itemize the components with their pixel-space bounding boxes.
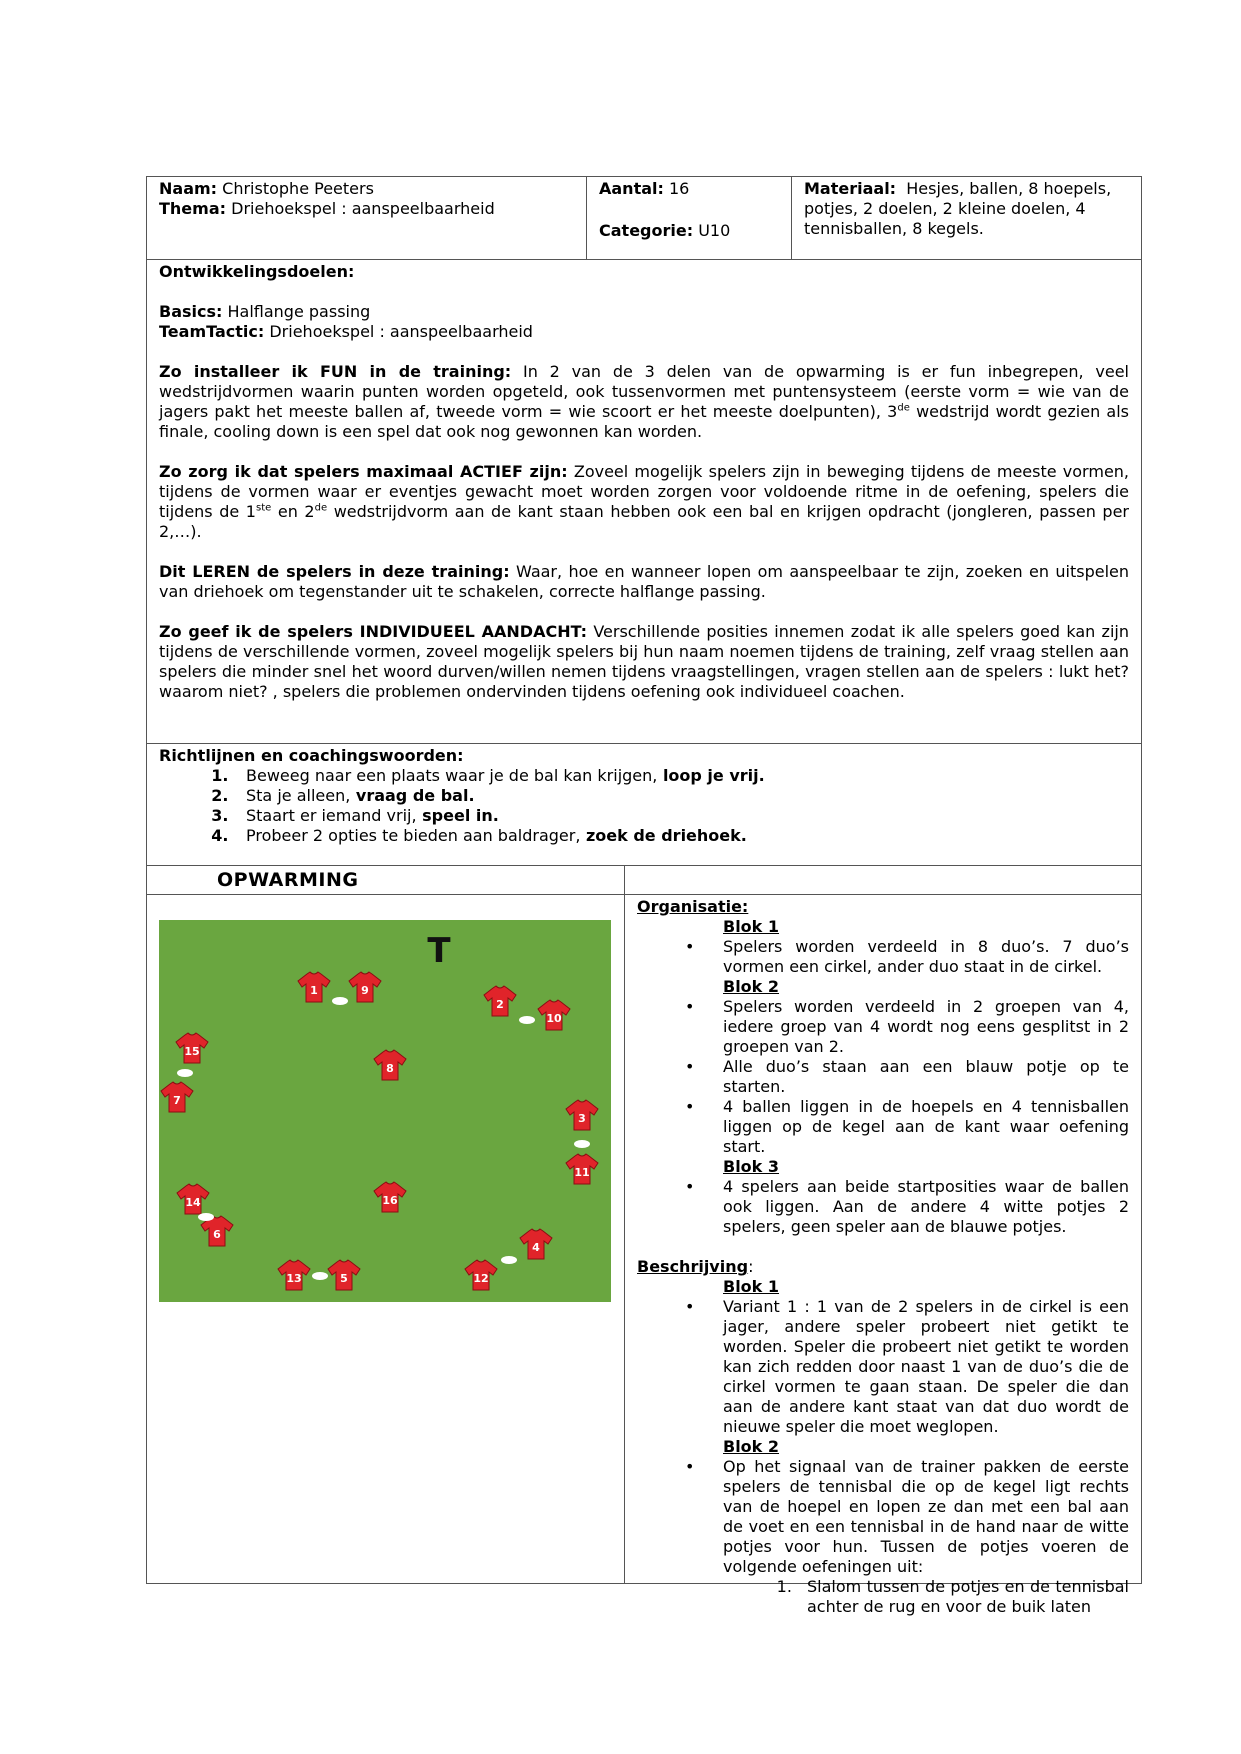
list-item: 1. Slalom tussen de potjes en de tennisbal achter de rug en voor de buik laten [797, 1577, 1129, 1617]
besch-sub-list [637, 1577, 1129, 1617]
naam-value: Christophe Peeters [222, 179, 374, 198]
coaching-item-text: Sta je alleen, [246, 786, 351, 805]
opwarming-header-empty [625, 866, 1141, 894]
aantal-label: Aantal: [599, 179, 664, 198]
basics-value: Halflange passing [227, 302, 371, 321]
goals-section [147, 260, 1141, 744]
cone-marker [312, 1272, 328, 1280]
list-item: • 4 ballen liggen in de hoepels en 4 tennisballen liggen op de kegel aan de kant waar oefening start. [723, 1097, 1129, 1157]
cone-marker [574, 1140, 590, 1148]
fun-paragraph [159, 362, 1129, 442]
teamtactic-value: Driehoekspel : aanspeelbaarheid [269, 322, 533, 341]
leren-label: Dit LEREN de spelers in deze training: [159, 562, 510, 581]
fun-text-b: wedstrijd wordt gezien als finale, cooling down is een spel dat ook nog gewonnen kan worden. [159, 402, 1130, 441]
basics-label: Basics: [159, 302, 223, 321]
naam-label: Naam: [159, 179, 218, 198]
coaching-item-bold: vraag de bal. [355, 786, 475, 805]
coaching-title: Richtlijnen en coachingswoorden: [159, 746, 464, 765]
name-theme-cell [147, 177, 587, 259]
coaching-item-text: Probeer 2 opties te bieden aan baldrager, [246, 826, 581, 845]
player-number: 11 [574, 1166, 590, 1179]
trainer-label: T [427, 931, 451, 971]
player-number: 10 [546, 1012, 562, 1025]
actief-label: Zo zorg ik dat spelers maximaal ACTIEF zijn: [159, 462, 568, 481]
indiv-text: Verschillende posities innemen zodat ik alle spelers goed kan zijn tijdens de verschillende vormen, zoveel mogelijk spelers bij hun naam noemen tijdens de training, zelf vraag stellen aan spelers die minder snel het woord durven/willen nemen tijdens vraagstellingen, vragen stellen aan de spelers : lukt het? waarom niet? , spelers die problemen ondervinden tijdens oefening ook individueel coachen. [159, 622, 1129, 701]
coaching-item [234, 766, 1129, 786]
coaching-item-bold: speel in. [422, 806, 499, 825]
instructions-cell [625, 895, 1141, 1616]
besch-blok1-list [637, 1297, 1129, 1437]
cone-marker [332, 997, 348, 1005]
cone-marker [198, 1213, 214, 1221]
fun-sup: de [897, 402, 910, 414]
player-number: 16 [382, 1194, 398, 1207]
cone-marker [501, 1256, 517, 1264]
beschrijving-colon: : [748, 1257, 754, 1276]
organisatie-title: Organisatie: [637, 897, 749, 916]
indiv-label: Zo geef ik de spelers INDIVIDUEEL AANDACHT: [159, 622, 588, 641]
coaching-item-bold: loop je vrij. [662, 766, 765, 785]
fun-label: Zo installeer ik FUN in de training: [159, 362, 512, 381]
categorie-label: Categorie: [599, 221, 694, 240]
list-item: • Alle duo’s staan aan een blauw potje op te starten. [723, 1057, 1129, 1097]
player-number: 13 [286, 1272, 302, 1285]
field-diagram-cell [147, 895, 625, 1583]
categorie-value: U10 [698, 221, 731, 240]
coaching-section [147, 744, 1141, 866]
besch-blok2-title: Blok 2 [723, 1437, 780, 1456]
actief-text-a: Zoveel mogelijk spelers zijn in beweging tijdens de meeste vormen, tijdens de vormen waar er eventjes gewacht moet worden zorgen voor voldoende ritme in de oefening, spelers die tijdens de 1 [159, 462, 1130, 521]
coaching-item-text: Beweeg naar een plaats waar je de bal kan krijgen, [246, 766, 658, 785]
goals-title: Ontwikkelingsdoelen: [159, 262, 355, 281]
actief-paragraph [159, 462, 1129, 542]
opwarming-content-row [147, 895, 1141, 1616]
material-cell [792, 177, 1141, 259]
org-blok3-title: Blok 3 [723, 1157, 780, 1176]
player-number: 12 [473, 1272, 489, 1285]
coaching-item [234, 806, 1129, 826]
org-blok1-list [637, 937, 1129, 977]
player-number: 7 [173, 1094, 181, 1107]
besch-blok1-title: Blok 1 [723, 1277, 780, 1296]
org-blok2-list [637, 997, 1129, 1157]
player-number: 3 [578, 1112, 586, 1125]
player-number: 1 [310, 984, 318, 997]
besch-blok2-list [637, 1457, 1129, 1577]
list-item: • Spelers worden verdeeld in 2 groepen van 4, iedere groep van 4 wordt nog eens gesplitst in 2 groepen van 2. [723, 997, 1129, 1057]
actief-text-c: wedstrijdvorm aan de kant staan hebben ook een bal en krijgen opdracht (jongleren, passen per 2,…). [159, 502, 1129, 541]
org-blok2-title: Blok 2 [723, 977, 780, 996]
aantal-value: 16 [669, 179, 690, 198]
list-item: • 4 spelers aan beide startposities waar de ballen ook liggen. Aan de andere 4 witte potjes 2 spelers, geen speler aan de blauwe potjes. [723, 1177, 1129, 1237]
materiaal-label: Materiaal: [804, 179, 897, 198]
player-number: 15 [184, 1045, 200, 1058]
leren-text: Waar, hoe en wanneer lopen om aanspeelbaar te zijn, zoeken en uitspelen van driehoek om tegenstander uit te schakelen, correcte halflange passing. [159, 562, 1130, 601]
coaching-list [159, 766, 1129, 846]
fun-text-a: In 2 van de 3 delen van de opwarming is er fun inbegrepen, veel wedstrijdvormen waarin punten worden opgeteld, ook tussenvormen met puntensysteem (eerste vorm = wie van de jagers pakt het meeste ballen af, tweede vorm = wie scoort er het meeste doelpunten), 3 [159, 362, 1129, 421]
player-number: 5 [340, 1272, 348, 1285]
cone-marker [177, 1069, 193, 1077]
field-diagram [159, 920, 611, 1302]
actief-sup-1: ste [255, 502, 272, 514]
actief-sup-2: de [314, 502, 328, 514]
count-category-cell [587, 177, 792, 259]
coaching-item [234, 826, 1129, 846]
thema-value: Driehoekspel : aanspeelbaarheid [231, 199, 495, 218]
coaching-item-bold: zoek de driehoek. [585, 826, 747, 845]
materiaal-value: Hesjes, ballen, 8 hoepels, potjes, 2 doelen, 2 kleine doelen, 4 tennisballen, 8 kegels. [804, 179, 1112, 238]
opwarming-header-row [147, 866, 1141, 895]
cone-marker [519, 1016, 535, 1024]
org-blok3-list [637, 1177, 1129, 1237]
list-item: • Spelers worden verdeeld in 8 duo’s. 7 duo’s vormen een cirkel, ander duo staat in de cirkel. [723, 937, 1129, 977]
lesson-sheet [146, 176, 1142, 1616]
coaching-item-text: Staart er iemand vrij, [246, 806, 417, 825]
opwarming-title: OPWARMING [147, 866, 625, 894]
actief-text-b: en 2 [277, 502, 315, 521]
teamtactic-label: TeamTactic: [159, 322, 265, 341]
thema-label: Thema: [159, 199, 227, 218]
player-number: 9 [361, 984, 369, 997]
player-number: 2 [496, 998, 504, 1011]
list-item: • Variant 1 : 1 van de 2 spelers in de cirkel is een jager, andere speler probeert niet getikt te worden. Speler die probeert niet getikt te worden kan zich redden door naast 1 van de duo’s die de cirkel vormen te gaan staan. De speler die dan aan de andere kant staat van dat duo wordt de nieuwe speler die moet weglopen. [723, 1297, 1129, 1437]
coaching-item [234, 786, 1129, 806]
player-number: 8 [386, 1062, 394, 1075]
org-blok1-title: Blok 1 [723, 917, 780, 936]
beschrijving-title: Beschrijving [637, 1257, 749, 1276]
leren-paragraph [159, 562, 1129, 602]
player-number: 14 [185, 1196, 201, 1209]
player-number: 4 [532, 1241, 540, 1254]
indiv-paragraph [159, 622, 1129, 702]
player-number: 6 [213, 1228, 221, 1241]
list-item: • Op het signaal van de trainer pakken de eerste spelers de tennisbal die op de kegel ligt rechts van de hoepel en lopen ze dan met een bal aan de voet en een tennisbal in de hand naar de witte potjes voor hun. Tussen de potjes voeren de volgende oefeningen uit: [723, 1457, 1129, 1577]
header-row [147, 177, 1141, 260]
